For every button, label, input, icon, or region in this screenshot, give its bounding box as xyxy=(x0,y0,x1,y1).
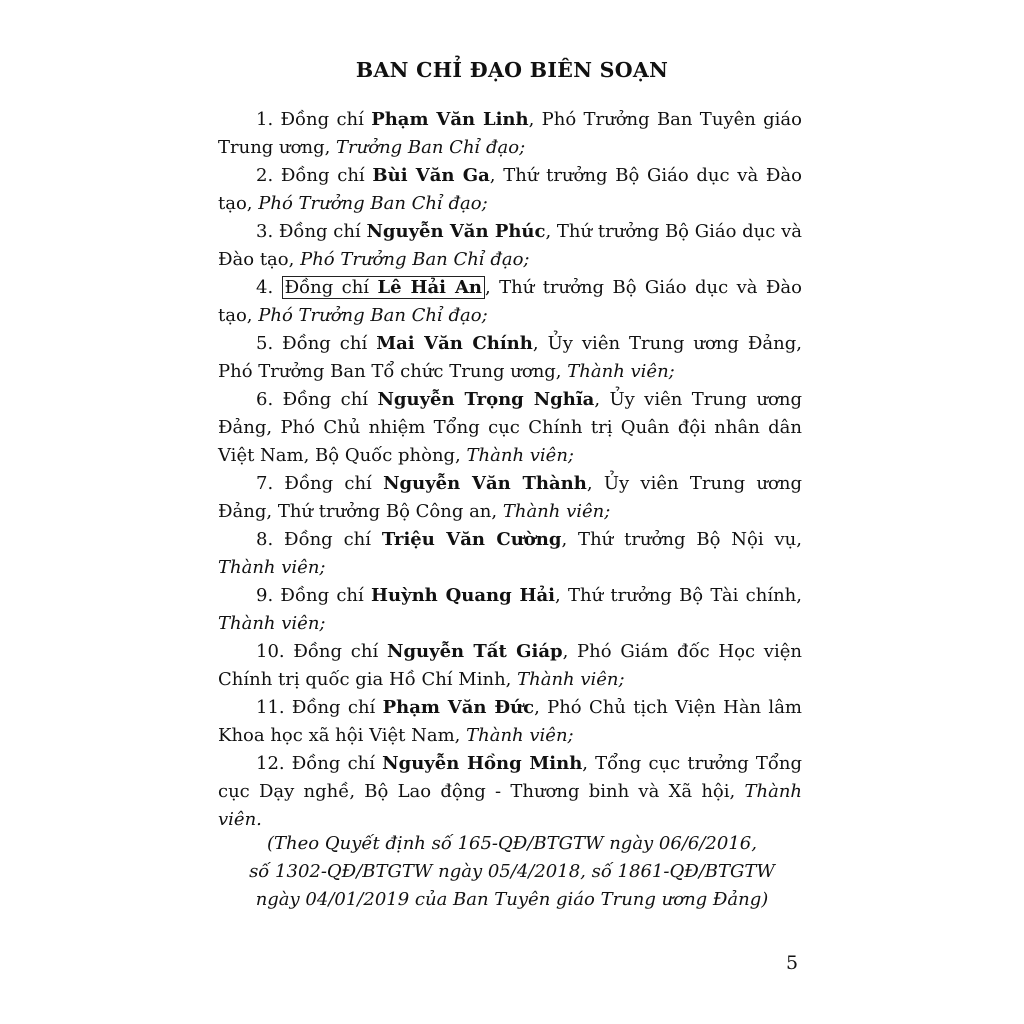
list-item: 1. Đồng chí Phạm Văn Linh, Phó Trưởng Ban Tuyên giáo Trung ương, Trưởng Ban Chỉ đạo; xyxy=(218,109,802,158)
member-role: Phó Trưởng Ban Chỉ đạo; xyxy=(258,193,488,214)
member-name: Nguyễn Văn Thành xyxy=(383,473,587,494)
member-name: Nguyễn Tất Giáp xyxy=(387,641,563,662)
list-item: 11. Đồng chí Phạm Văn Đức, Phó Chủ tịch Viện Hàn lâm Khoa học xã hội Việt Nam, Thành viên; xyxy=(218,697,802,746)
member-list xyxy=(218,106,802,834)
member-role: Thành viên; xyxy=(502,501,611,522)
member-role: Thành viên; xyxy=(567,361,675,382)
member-role: Thành viên; xyxy=(517,669,625,690)
member-name: Phạm Văn Đức xyxy=(382,697,535,718)
member-role: Thành viên; xyxy=(466,725,574,746)
list-item: 7. Đồng chí Nguyễn Văn Thành, Ủy viên Trung ương Đảng, Thứ trưởng Bộ Công an, Thành viên; xyxy=(218,473,802,522)
source-note xyxy=(0,830,1024,914)
page-number: 5 xyxy=(786,952,799,974)
member-name: Mai Văn Chính xyxy=(376,333,533,354)
page-title: BAN CHỈ ĐẠO BIÊN SOẠN xyxy=(355,58,669,82)
list-item: 8. Đồng chí Triệu Văn Cường, Thứ trưởng Bộ Nội vụ, Thành viên; xyxy=(218,529,802,578)
member-role: Trưởng Ban Chỉ đạo; xyxy=(336,137,526,158)
highlight-box: Đồng chí Lê Hải An xyxy=(282,276,485,299)
member-role: Thành viên; xyxy=(218,557,326,578)
list-item: 9. Đồng chí Huỳnh Quang Hải, Thứ trưởng Bộ Tài chính, Thành viên; xyxy=(218,585,802,634)
list-item: 6. Đồng chí Nguyễn Trọng Nghĩa, Ủy viên Trung ương Đảng, Phó Chủ nhiệm Tổng cục Chính trị Quân đội nhân dân Việt Nam, Bộ Quốc phòng, Thành viên; xyxy=(218,389,802,466)
member-name: Nguyễn Văn Phúc xyxy=(366,221,546,242)
member-name: Lê Hải An xyxy=(377,277,482,298)
member-name: Triệu Văn Cường xyxy=(381,529,562,550)
member-role: Thành viên; xyxy=(218,613,326,634)
list-item: 10. Đồng chí Nguyễn Tất Giáp, Phó Giám đốc Học viện Chính trị quốc gia Hồ Chí Minh, Thành viên; xyxy=(218,641,802,690)
member-name: Phạm Văn Linh xyxy=(371,109,529,130)
member-role: Phó Trưởng Ban Chỉ đạo; xyxy=(258,305,488,326)
member-name: Nguyễn Hồng Minh xyxy=(382,753,583,774)
source-line: ngày 04/01/2019 của Ban Tuyên giáo Trung ương Đảng) xyxy=(255,889,769,910)
member-role: Thành viên; xyxy=(466,445,574,466)
list-item: 12. Đồng chí Nguyễn Hồng Minh, Tổng cục trưởng Tổng cục Dạy nghề, Bộ Lao động - Thương binh và Xã hội, Thành viên. xyxy=(218,753,803,830)
member-role: Thành viên. xyxy=(218,781,802,830)
member-name: Bùi Văn Ga xyxy=(372,165,490,186)
source-line: số 1302-QĐ/BTGTW ngày 05/4/2018, số 1861-QĐ/BTGTW xyxy=(249,861,775,882)
list-item: 5. Đồng chí Mai Văn Chính, Ủy viên Trung ương Đảng, Phó Trưởng Ban Tổ chức Trung ương, Thành viên; xyxy=(218,333,802,382)
source-line: (Theo Quyết định số 165-QĐ/BTGTW ngày 06/6/2016, xyxy=(267,833,757,854)
list-item: 2. Đồng chí Bùi Văn Ga, Thứ trưởng Bộ Giáo dục và Đào tạo, Phó Trưởng Ban Chỉ đạo; xyxy=(218,165,802,214)
member-name: Huỳnh Quang Hải xyxy=(371,585,555,606)
list-item: 4. Đồng chí Lê Hải An , Thứ trưởng Bộ Giáo dục và Đào tạo, Phó Trưởng Ban Chỉ đạo; xyxy=(218,277,803,326)
member-role: Phó Trưởng Ban Chỉ đạo; xyxy=(300,249,530,270)
member-name: Nguyễn Trọng Nghĩa xyxy=(377,389,595,410)
list-item: 3. Đồng chí Nguyễn Văn Phúc, Thứ trưởng Bộ Giáo dục và Đào tạo, Phó Trưởng Ban Chỉ đạo; xyxy=(218,221,802,270)
